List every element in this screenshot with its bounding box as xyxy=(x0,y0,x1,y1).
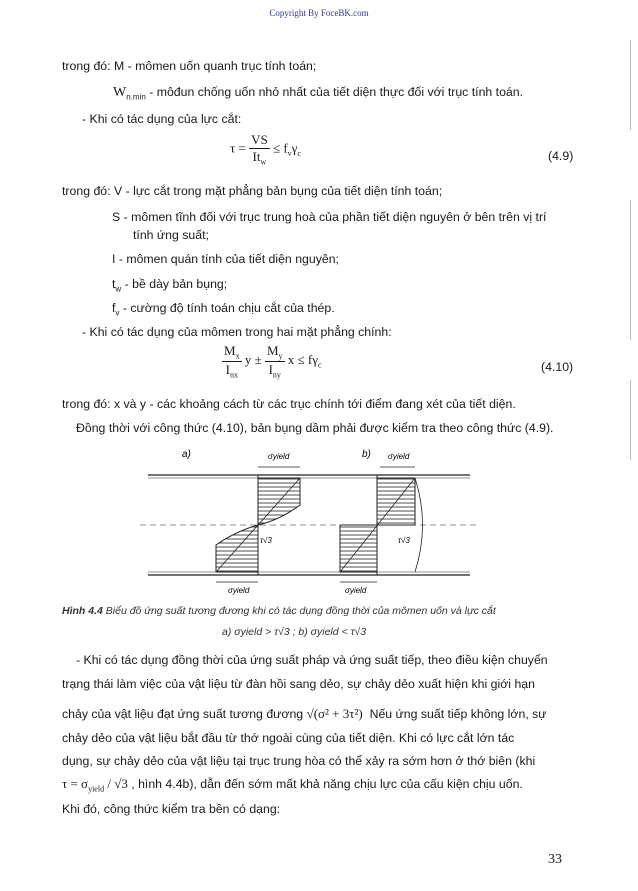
stress-diagram-figure xyxy=(140,445,520,600)
equation-4-9: τ = $\frac{VS}{It_w}$ ≤ $f_v\gamma_c$ xyxy=(230,132,301,167)
text-line: tính ứng suất; xyxy=(133,228,209,242)
sigma-yield-label: σyield xyxy=(228,586,250,595)
text-line: $f_v$ - cường độ tính toán chịu cắt của thép. xyxy=(112,301,335,318)
paragraph-line: dụng, sự chảy dẻo của vật liệu tại trục trung hòa có thể xảy ra sớm hơn ở thớ biên (khi xyxy=(62,754,536,768)
text-line: trong đó: x và y - các khoảng cách từ các trục chính tới điểm đang xét của tiết diện. xyxy=(62,397,516,411)
figure-caption: Hình 4.4 Biểu đồ ứng suất tương đương khi có tác dụng đồng thời của mômen uốn và lực cắt xyxy=(62,605,496,617)
text-line: trong đó: M - mômen uốn quanh trục tính toán; xyxy=(62,59,317,73)
equation-number: (4.9) xyxy=(548,149,574,163)
scan-edge xyxy=(630,200,631,340)
equation-number: (4.10) xyxy=(541,360,574,374)
sigma-yield-label: σyield xyxy=(388,452,410,461)
page-number: 33 xyxy=(548,852,562,867)
text-line: trong đó: V - lực cắt trong mặt phẳng bản bụng của tiết diện tính toán; xyxy=(62,184,443,198)
label-b: b) xyxy=(362,449,371,460)
paragraph-line: $\tau = \sigma_{yield} / √3$ , hình 4.4b), dẫn đến sớm mất khả năng chịu lực của cấu kiện chịu uốn. xyxy=(62,776,523,794)
copyright-text: Copyright By FoceBK.com xyxy=(269,8,369,18)
text-line: Đồng thời với công thức (4.10), bản bụng dầm phải được kiểm tra theo công thức (4.9). xyxy=(76,421,554,435)
text-line: $W_{n.min}$ - môđun chống uốn nhỏ nhất của tiết diện thực đối với trục tính toán. xyxy=(113,85,524,102)
text-line: $t_w$ - bề dày bản bụng; xyxy=(112,277,228,294)
scan-edge xyxy=(630,380,631,460)
text-line: S - mômen tĩnh đối với trục trung hoà của phần tiết diện nguyên ở bên trên vị trí xyxy=(112,210,547,224)
text-line: - Khi có tác dụng của lực cắt: xyxy=(82,112,242,126)
paragraph-line: trạng thái làm việc của vật liệu từ đàn hồi sang dẻo, sự chảy dẻo xuất hiện khi giới hạn xyxy=(62,677,535,691)
equation-4-10: $\frac{M_x}{I_{nx}}$ y ± $\frac{M_y}{I_{ny}}$ $x \le f\gamma_c$ xyxy=(224,343,322,380)
figure-caption-line2: a) σyield > τ√3 ; b) σyield < τ√3 xyxy=(222,626,367,638)
scan-edge xyxy=(630,40,631,130)
paragraph-line: chảy dẻo của vật liệu bắt đầu từ thớ ngoài cùng của tiết diện. Khi có lực cắt lớn tác xyxy=(62,731,515,745)
tau-root3-label: τ√3 xyxy=(260,536,272,545)
text-line: I - mômen quán tính của tiết diện nguyên; xyxy=(112,252,339,266)
paragraph-line: chảy của vật liệu đạt ứng suất tương đương √(σ² + 3τ²) Nếu ứng suất tiếp không lớn, sự xyxy=(62,706,547,721)
tau-root3-label: τ√3 xyxy=(398,536,410,545)
paragraph-line: - Khi có tác dụng đồng thời của ứng suất pháp và ứng suất tiếp, theo điều kiện chuyển xyxy=(76,653,548,667)
text-line: - Khi có tác dụng của mômen trong hai mặt phẳng chính: xyxy=(82,325,392,339)
label-a: a) xyxy=(182,449,191,460)
sigma-yield-label: σyield xyxy=(345,586,367,595)
sigma-yield-label: σyield xyxy=(268,452,290,461)
paragraph-line: Khi đó, công thức kiểm tra bền có dạng: xyxy=(62,802,281,816)
